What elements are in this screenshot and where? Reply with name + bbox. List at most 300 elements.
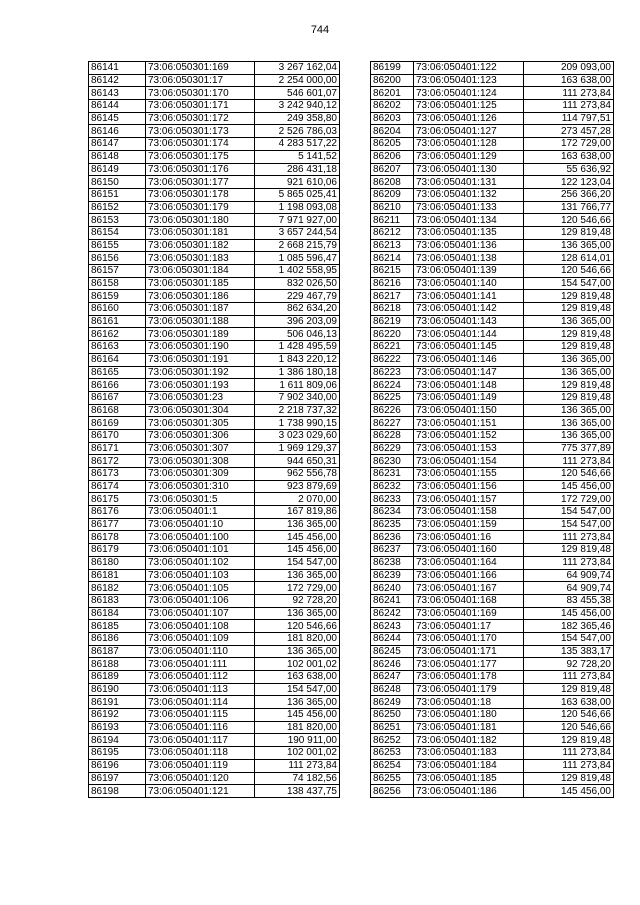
cadastral-number-cell: 73:06:050301:189 bbox=[146, 328, 255, 341]
table-row bbox=[371, 417, 614, 430]
amount-cell: 286 431,18 bbox=[255, 163, 340, 176]
cadastral-number-cell: 73:06:050401:166 bbox=[414, 569, 524, 582]
row-number-cell: 86212 bbox=[371, 226, 414, 239]
amount-cell: 1 386 180,18 bbox=[255, 366, 340, 379]
table-row bbox=[371, 125, 614, 138]
amount-cell: 111 273,84 bbox=[524, 747, 614, 760]
cadastral-number-cell: 73:06:050401:134 bbox=[414, 214, 524, 227]
row-number-cell: 86245 bbox=[371, 645, 414, 658]
row-number-cell: 86252 bbox=[371, 734, 414, 747]
table-row bbox=[89, 277, 340, 290]
cadastral-number-cell: 73:06:050401:127 bbox=[414, 125, 524, 138]
amount-cell: 129 819,48 bbox=[524, 379, 614, 392]
row-number-cell: 86256 bbox=[371, 785, 414, 798]
row-number-cell: 86166 bbox=[89, 379, 146, 392]
amount-cell: 1 085 596,47 bbox=[255, 252, 340, 265]
cadastral-number-cell: 73:06:050401:139 bbox=[414, 265, 524, 278]
row-number-cell: 86180 bbox=[89, 556, 146, 569]
cadastral-number-cell: 73:06:050401:116 bbox=[146, 721, 255, 734]
row-number-cell: 86237 bbox=[371, 544, 414, 557]
amount-cell: 163 638,00 bbox=[255, 671, 340, 684]
row-number-cell: 86161 bbox=[89, 315, 146, 328]
cadastral-number-cell: 73:06:050401:109 bbox=[146, 632, 255, 645]
row-number-cell: 86235 bbox=[371, 518, 414, 531]
amount-cell: 136 365,00 bbox=[524, 417, 614, 430]
amount-cell: 129 819,48 bbox=[524, 341, 614, 354]
row-number-cell: 86208 bbox=[371, 176, 414, 189]
table-row bbox=[371, 315, 614, 328]
table-row bbox=[371, 188, 614, 201]
cadastral-number-cell: 73:06:050401:142 bbox=[414, 303, 524, 316]
table-row bbox=[371, 632, 614, 645]
table-row bbox=[371, 607, 614, 620]
amount-cell: 102 001,02 bbox=[255, 658, 340, 671]
cadastral-number-cell: 73:06:050401:167 bbox=[414, 582, 524, 595]
row-number-cell: 86147 bbox=[89, 138, 146, 151]
cadastral-number-cell: 73:06:050401:126 bbox=[414, 112, 524, 125]
cadastral-number-cell: 73:06:050401:140 bbox=[414, 277, 524, 290]
cadastral-number-cell: 73:06:050401:168 bbox=[414, 594, 524, 607]
amount-cell: 111 273,84 bbox=[524, 87, 614, 100]
row-number-cell: 86168 bbox=[89, 404, 146, 417]
row-number-cell: 86251 bbox=[371, 721, 414, 734]
row-number-cell: 86149 bbox=[89, 163, 146, 176]
row-number-cell: 86248 bbox=[371, 683, 414, 696]
amount-cell: 396 203,09 bbox=[255, 315, 340, 328]
amount-cell: 229 467,79 bbox=[255, 290, 340, 303]
table-row bbox=[89, 607, 340, 620]
cadastral-number-cell: 73:06:050401:170 bbox=[414, 632, 524, 645]
table-row bbox=[371, 455, 614, 468]
table-row bbox=[371, 442, 614, 455]
row-number-cell: 86226 bbox=[371, 404, 414, 417]
table-row bbox=[371, 303, 614, 316]
amount-cell: 120 546,66 bbox=[255, 620, 340, 633]
cadastral-number-cell: 73:06:050401:106 bbox=[146, 594, 255, 607]
cadastral-number-cell: 73:06:050401:178 bbox=[414, 671, 524, 684]
amount-cell: 129 819,48 bbox=[524, 226, 614, 239]
amount-cell: 120 546,66 bbox=[524, 721, 614, 734]
amount-cell: 83 455,38 bbox=[524, 594, 614, 607]
cadastral-number-cell: 73:06:050401:184 bbox=[414, 759, 524, 772]
cadastral-number-cell: 73:06:050301:186 bbox=[146, 290, 255, 303]
cadastral-number-cell: 73:06:050401:156 bbox=[414, 480, 524, 493]
table-row bbox=[371, 734, 614, 747]
table-row bbox=[89, 239, 340, 252]
table-row bbox=[371, 645, 614, 658]
row-number-cell: 86200 bbox=[371, 74, 414, 87]
row-number-cell: 86191 bbox=[89, 696, 146, 709]
table-row bbox=[89, 632, 340, 645]
row-number-cell: 86152 bbox=[89, 201, 146, 214]
table-row bbox=[371, 506, 614, 519]
row-number-cell: 86198 bbox=[89, 785, 146, 798]
row-number-cell: 86178 bbox=[89, 531, 146, 544]
table-row bbox=[89, 379, 340, 392]
table-row bbox=[371, 239, 614, 252]
page-number: 744 bbox=[310, 24, 330, 36]
cadastral-number-cell: 73:06:050401:119 bbox=[146, 759, 255, 772]
table-row bbox=[89, 188, 340, 201]
row-number-cell: 86177 bbox=[89, 518, 146, 531]
amount-cell: 944 650,31 bbox=[255, 455, 340, 468]
table-row bbox=[89, 176, 340, 189]
amount-cell: 111 273,84 bbox=[524, 759, 614, 772]
row-number-cell: 86143 bbox=[89, 87, 146, 100]
table-row bbox=[89, 417, 340, 430]
amount-cell: 775 377,89 bbox=[524, 442, 614, 455]
amount-cell: 172 729,00 bbox=[255, 582, 340, 595]
row-number-cell: 86141 bbox=[89, 62, 146, 75]
row-number-cell: 86231 bbox=[371, 468, 414, 481]
cadastral-number-cell: 73:06:050401:18 bbox=[414, 696, 524, 709]
row-number-cell: 86148 bbox=[89, 150, 146, 163]
amount-cell: 167 819,86 bbox=[255, 506, 340, 519]
amount-cell: 2 668 215,79 bbox=[255, 239, 340, 252]
amount-cell: 129 819,48 bbox=[524, 303, 614, 316]
amount-cell: 136 365,00 bbox=[524, 353, 614, 366]
table-row bbox=[371, 404, 614, 417]
amount-cell: 1 611 809,06 bbox=[255, 379, 340, 392]
cadastral-number-cell: 73:06:050401:159 bbox=[414, 518, 524, 531]
cadastral-number-cell: 73:06:050401:100 bbox=[146, 531, 255, 544]
table-row bbox=[89, 150, 340, 163]
amount-cell: 3 242 940,12 bbox=[255, 100, 340, 113]
table-row bbox=[89, 671, 340, 684]
row-number-cell: 86253 bbox=[371, 747, 414, 760]
row-number-cell: 86205 bbox=[371, 138, 414, 151]
amount-cell: 163 638,00 bbox=[524, 150, 614, 163]
cadastral-number-cell: 73:06:050401:110 bbox=[146, 645, 255, 658]
cadastral-number-cell: 73:06:050401:135 bbox=[414, 226, 524, 239]
amount-cell: 154 547,00 bbox=[255, 683, 340, 696]
amount-cell: 55 636,92 bbox=[524, 163, 614, 176]
table-row bbox=[371, 87, 614, 100]
cadastral-number-cell: 73:06:050401:146 bbox=[414, 353, 524, 366]
table-row bbox=[89, 404, 340, 417]
cadastral-number-cell: 73:06:050301:306 bbox=[146, 429, 255, 442]
cadastral-number-cell: 73:06:050401:125 bbox=[414, 100, 524, 113]
row-number-cell: 86217 bbox=[371, 290, 414, 303]
row-number-cell: 86228 bbox=[371, 429, 414, 442]
table-row bbox=[371, 74, 614, 87]
row-number-cell: 86255 bbox=[371, 772, 414, 785]
table-row bbox=[89, 645, 340, 658]
amount-cell: 3 267 162,04 bbox=[255, 62, 340, 75]
row-number-cell: 86211 bbox=[371, 214, 414, 227]
amount-cell: 256 366,20 bbox=[524, 188, 614, 201]
cadastral-number-cell: 73:06:050401:112 bbox=[146, 671, 255, 684]
table-row bbox=[89, 468, 340, 481]
cadastral-number-cell: 73:06:050401:124 bbox=[414, 87, 524, 100]
row-number-cell: 86219 bbox=[371, 315, 414, 328]
cadastral-number-cell: 73:06:050401:158 bbox=[414, 506, 524, 519]
row-number-cell: 86155 bbox=[89, 239, 146, 252]
table-row bbox=[371, 709, 614, 722]
cadastral-number-cell: 73:06:050401:186 bbox=[414, 785, 524, 798]
amount-cell: 1 738 990,15 bbox=[255, 417, 340, 430]
amount-cell: 154 547,00 bbox=[524, 277, 614, 290]
row-number-cell: 86164 bbox=[89, 353, 146, 366]
amount-cell: 190 911,00 bbox=[255, 734, 340, 747]
amount-cell: 111 273,84 bbox=[524, 531, 614, 544]
table-row bbox=[89, 315, 340, 328]
row-number-cell: 86185 bbox=[89, 620, 146, 633]
table-row bbox=[89, 480, 340, 493]
cadastral-number-cell: 73:06:050301:309 bbox=[146, 468, 255, 481]
row-number-cell: 86146 bbox=[89, 125, 146, 138]
cadastral-number-cell: 73:06:050401:10 bbox=[146, 518, 255, 531]
amount-cell: 74 182,56 bbox=[255, 772, 340, 785]
table-row bbox=[371, 226, 614, 239]
amount-cell: 145 456,00 bbox=[524, 480, 614, 493]
amount-cell: 122 123,04 bbox=[524, 176, 614, 189]
table-row bbox=[89, 721, 340, 734]
cadastral-number-cell: 73:06:050401:117 bbox=[146, 734, 255, 747]
cadastral-number-cell: 73:06:050301:192 bbox=[146, 366, 255, 379]
amount-cell: 154 547,00 bbox=[255, 556, 340, 569]
cadastral-number-cell: 73:06:050301:171 bbox=[146, 100, 255, 113]
cadastral-number-cell: 73:06:050401:177 bbox=[414, 658, 524, 671]
row-number-cell: 86238 bbox=[371, 556, 414, 569]
amount-cell: 163 638,00 bbox=[524, 74, 614, 87]
cadastral-number-cell: 73:06:050301:175 bbox=[146, 150, 255, 163]
cadastral-number-cell: 73:06:050401:123 bbox=[414, 74, 524, 87]
row-number-cell: 86145 bbox=[89, 112, 146, 125]
amount-cell: 136 365,00 bbox=[255, 518, 340, 531]
amount-cell: 145 456,00 bbox=[524, 607, 614, 620]
table-row bbox=[371, 353, 614, 366]
table-row bbox=[89, 518, 340, 531]
amount-cell: 136 365,00 bbox=[524, 404, 614, 417]
cadastral-number-cell: 73:06:050401:164 bbox=[414, 556, 524, 569]
row-number-cell: 86172 bbox=[89, 455, 146, 468]
table-row bbox=[89, 556, 340, 569]
cadastral-number-cell: 73:06:050301:23 bbox=[146, 391, 255, 404]
table-row bbox=[371, 620, 614, 633]
table-row bbox=[371, 138, 614, 151]
table-row bbox=[89, 265, 340, 278]
amount-cell: 120 546,66 bbox=[524, 265, 614, 278]
table-row bbox=[89, 201, 340, 214]
amount-cell: 145 456,00 bbox=[255, 531, 340, 544]
row-number-cell: 86167 bbox=[89, 391, 146, 404]
table-row bbox=[89, 341, 340, 354]
amount-cell: 4 283 517,22 bbox=[255, 138, 340, 151]
table-row bbox=[371, 62, 614, 75]
row-number-cell: 86224 bbox=[371, 379, 414, 392]
table-row bbox=[89, 74, 340, 87]
cadastral-number-cell: 73:06:050401:141 bbox=[414, 290, 524, 303]
table-row bbox=[89, 366, 340, 379]
cadastral-number-cell: 73:06:050301:188 bbox=[146, 315, 255, 328]
amount-cell: 1 843 220,12 bbox=[255, 353, 340, 366]
row-number-cell: 86188 bbox=[89, 658, 146, 671]
cadastral-number-cell: 73:06:050301:308 bbox=[146, 455, 255, 468]
table-row bbox=[89, 100, 340, 113]
table-row bbox=[89, 125, 340, 138]
amount-cell: 923 879,69 bbox=[255, 480, 340, 493]
row-number-cell: 86222 bbox=[371, 353, 414, 366]
amount-cell: 129 819,48 bbox=[524, 544, 614, 557]
amount-cell: 120 546,66 bbox=[524, 709, 614, 722]
amount-cell: 1 198 093,08 bbox=[255, 201, 340, 214]
amount-cell: 129 819,48 bbox=[524, 328, 614, 341]
cadastral-number-cell: 73:06:050401:105 bbox=[146, 582, 255, 595]
amount-cell: 2 254 000,00 bbox=[255, 74, 340, 87]
table-row bbox=[371, 531, 614, 544]
row-number-cell: 86182 bbox=[89, 582, 146, 595]
table-row bbox=[371, 328, 614, 341]
row-number-cell: 86174 bbox=[89, 480, 146, 493]
amount-cell: 5 141,52 bbox=[255, 150, 340, 163]
table-row bbox=[371, 112, 614, 125]
cadastral-number-cell: 73:06:050301:185 bbox=[146, 277, 255, 290]
cadastral-number-cell: 73:06:050401:128 bbox=[414, 138, 524, 151]
row-number-cell: 86153 bbox=[89, 214, 146, 227]
row-number-cell: 86189 bbox=[89, 671, 146, 684]
row-number-cell: 86227 bbox=[371, 417, 414, 430]
table-row bbox=[89, 734, 340, 747]
amount-cell: 1 428 495,59 bbox=[255, 341, 340, 354]
cadastral-number-cell: 73:06:050401:179 bbox=[414, 683, 524, 696]
row-number-cell: 86192 bbox=[89, 709, 146, 722]
row-number-cell: 86197 bbox=[89, 772, 146, 785]
table-row bbox=[89, 747, 340, 760]
amount-cell: 136 365,00 bbox=[524, 239, 614, 252]
table-row bbox=[89, 620, 340, 633]
table-row bbox=[89, 544, 340, 557]
cadastral-number-cell: 73:06:050301:180 bbox=[146, 214, 255, 227]
amount-cell: 181 820,00 bbox=[255, 632, 340, 645]
cadastral-number-cell: 73:06:050301:174 bbox=[146, 138, 255, 151]
amount-cell: 163 638,00 bbox=[524, 696, 614, 709]
cadastral-number-cell: 73:06:050401:129 bbox=[414, 150, 524, 163]
amount-cell: 5 865 025,41 bbox=[255, 188, 340, 201]
row-number-cell: 86254 bbox=[371, 759, 414, 772]
table-row bbox=[371, 785, 614, 798]
row-number-cell: 86162 bbox=[89, 328, 146, 341]
table-row bbox=[371, 772, 614, 785]
cadastral-number-cell: 73:06:050301:173 bbox=[146, 125, 255, 138]
table-row bbox=[89, 112, 340, 125]
table-row bbox=[89, 226, 340, 239]
table-row bbox=[89, 658, 340, 671]
cadastral-number-cell: 73:06:050401:102 bbox=[146, 556, 255, 569]
table-row bbox=[371, 721, 614, 734]
amount-cell: 2 070,00 bbox=[255, 493, 340, 506]
table-row bbox=[89, 391, 340, 404]
row-number-cell: 86201 bbox=[371, 87, 414, 100]
cadastral-number-cell: 73:06:050401:122 bbox=[414, 62, 524, 75]
cadastral-number-cell: 73:06:050401:185 bbox=[414, 772, 524, 785]
table-row bbox=[371, 150, 614, 163]
amount-cell: 129 819,48 bbox=[524, 683, 614, 696]
amount-cell: 7 971 927,00 bbox=[255, 214, 340, 227]
cadastral-number-cell: 73:06:050301:176 bbox=[146, 163, 255, 176]
table-row bbox=[89, 569, 340, 582]
cadastral-number-cell: 73:06:050401:160 bbox=[414, 544, 524, 557]
amount-cell: 181 820,00 bbox=[255, 721, 340, 734]
table-row bbox=[89, 62, 340, 75]
amount-cell: 1 969 129,37 bbox=[255, 442, 340, 455]
row-number-cell: 86173 bbox=[89, 468, 146, 481]
row-number-cell: 86240 bbox=[371, 582, 414, 595]
row-number-cell: 86193 bbox=[89, 721, 146, 734]
row-number-cell: 86215 bbox=[371, 265, 414, 278]
row-number-cell: 86214 bbox=[371, 252, 414, 265]
row-number-cell: 86199 bbox=[371, 62, 414, 75]
amount-cell: 129 819,48 bbox=[524, 290, 614, 303]
row-number-cell: 86243 bbox=[371, 620, 414, 633]
amount-cell: 273 457,28 bbox=[524, 125, 614, 138]
amount-cell: 136 365,00 bbox=[524, 429, 614, 442]
table-row bbox=[371, 759, 614, 772]
cadastral-number-cell: 73:06:050301:172 bbox=[146, 112, 255, 125]
amount-cell: 111 273,84 bbox=[524, 671, 614, 684]
cadastral-number-cell: 73:06:050301:191 bbox=[146, 353, 255, 366]
amount-cell: 92 728,20 bbox=[524, 658, 614, 671]
cadastral-number-cell: 73:06:050301:190 bbox=[146, 341, 255, 354]
cadastral-number-cell: 73:06:050401:16 bbox=[414, 531, 524, 544]
amount-cell: 114 797,51 bbox=[524, 112, 614, 125]
row-number-cell: 86216 bbox=[371, 277, 414, 290]
row-number-cell: 86181 bbox=[89, 569, 146, 582]
table-row bbox=[371, 341, 614, 354]
cadastral-number-cell: 73:06:050301:170 bbox=[146, 87, 255, 100]
row-number-cell: 86250 bbox=[371, 709, 414, 722]
cadastral-number-cell: 73:06:050401:111 bbox=[146, 658, 255, 671]
row-number-cell: 86202 bbox=[371, 100, 414, 113]
row-number-cell: 86242 bbox=[371, 607, 414, 620]
row-number-cell: 86203 bbox=[371, 112, 414, 125]
amount-cell: 129 819,48 bbox=[524, 391, 614, 404]
table-row bbox=[371, 518, 614, 531]
cadastral-number-cell: 73:06:050401:107 bbox=[146, 607, 255, 620]
cadastral-number-cell: 73:06:050401:153 bbox=[414, 442, 524, 455]
cadastral-number-cell: 73:06:050401:108 bbox=[146, 620, 255, 633]
row-number-cell: 86218 bbox=[371, 303, 414, 316]
row-number-cell: 86175 bbox=[89, 493, 146, 506]
table-row bbox=[371, 747, 614, 760]
row-number-cell: 86223 bbox=[371, 366, 414, 379]
amount-cell: 135 383,17 bbox=[524, 645, 614, 658]
table-row bbox=[89, 594, 340, 607]
row-number-cell: 86154 bbox=[89, 226, 146, 239]
row-number-cell: 86213 bbox=[371, 239, 414, 252]
cadastral-number-cell: 73:06:050401:150 bbox=[414, 404, 524, 417]
amount-cell: 209 093,00 bbox=[524, 62, 614, 75]
row-number-cell: 86210 bbox=[371, 201, 414, 214]
row-number-cell: 86196 bbox=[89, 759, 146, 772]
cadastral-number-cell: 73:06:050401:147 bbox=[414, 366, 524, 379]
amount-cell: 145 456,00 bbox=[255, 544, 340, 557]
row-number-cell: 86187 bbox=[89, 645, 146, 658]
cadastral-number-cell: 73:06:050301:304 bbox=[146, 404, 255, 417]
amount-cell: 1 402 558,95 bbox=[255, 265, 340, 278]
row-number-cell: 86247 bbox=[371, 671, 414, 684]
table-row bbox=[89, 290, 340, 303]
amount-cell: 136 365,00 bbox=[524, 315, 614, 328]
table-row bbox=[89, 87, 340, 100]
row-number-cell: 86204 bbox=[371, 125, 414, 138]
row-number-cell: 86236 bbox=[371, 531, 414, 544]
amount-cell: 120 546,66 bbox=[524, 468, 614, 481]
table-row bbox=[371, 594, 614, 607]
cadastral-number-cell: 73:06:050401:103 bbox=[146, 569, 255, 582]
amount-cell: 111 273,84 bbox=[524, 100, 614, 113]
table-row bbox=[371, 658, 614, 671]
